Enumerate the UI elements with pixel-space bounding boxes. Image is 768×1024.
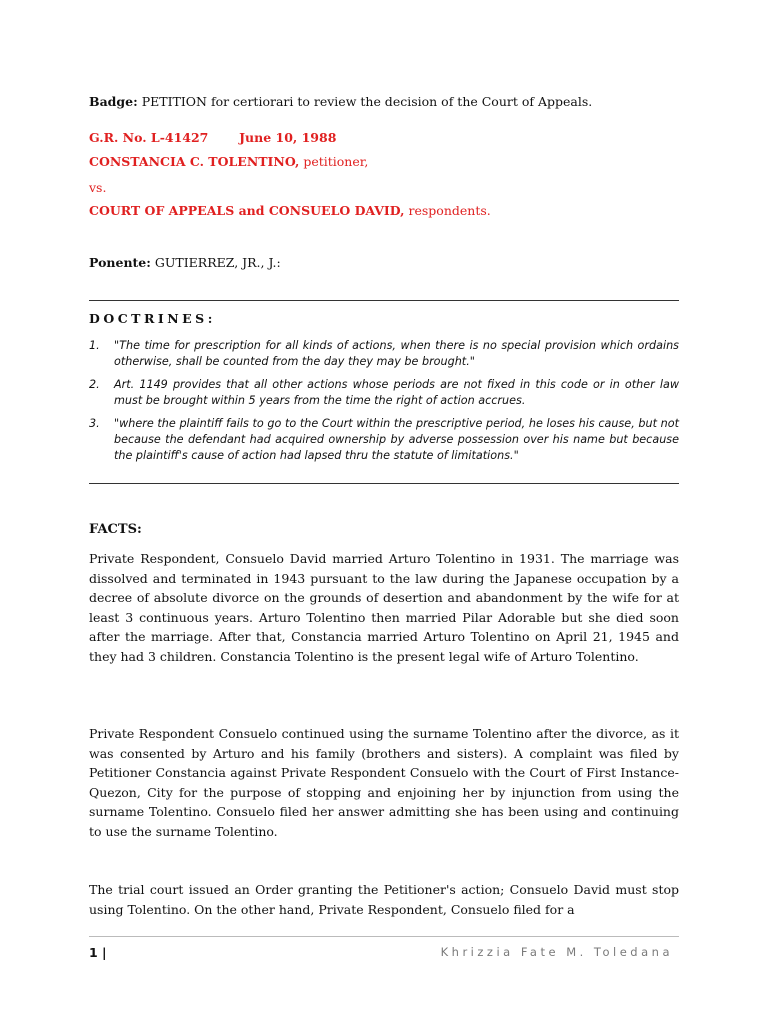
ponente-label: Ponente: xyxy=(89,255,151,270)
respondent-names: COURT OF APPEALS and CONSUELO DAVID, xyxy=(89,203,405,218)
doctrines-list xyxy=(89,338,679,471)
petitioner-role: petitioner, xyxy=(303,154,369,169)
respondent-role: respondents. xyxy=(408,203,491,218)
doctrines-bottom-rule xyxy=(89,483,679,484)
footer-author: Khrizzia Fate M. Toledana xyxy=(440,945,673,959)
facts-paragraph-2: Private Respondent Consuelo continued using the surname Tolentino after the divorce, as it was consented by Arturo and his family (brothers and sisters). A complaint was filed by Petitioner Constancia against Private Respondent Consuelo with the Court of First Instance-Quezon, City for the purpose of stopping and enjoining her by injunction from using the surname Tolentino. Consuelo filed her answer admitting she has been using and continuing to use the surname Tolentino. xyxy=(89,726,679,839)
ponente-line xyxy=(89,255,281,270)
doctrine-text: "The time for prescription for all kinds of actions, when there is no special provision which ordains otherwise, shall be counted from the day they may be brought." xyxy=(114,339,679,368)
petitioner-name: CONSTANCIA C. TOLENTINO, xyxy=(89,154,300,169)
case-date: June 10, 1988 xyxy=(239,130,337,145)
respondent-line xyxy=(89,203,491,218)
facts-paragraph-1: Private Respondent, Consuelo David married Arturo Tolentino in 1931. The marriage was dissolved and terminated in 1943 pursuant to the law during the Japanese occupation by a decree of absolute divorce on the grounds of desertion and abandonment by the wife for at least 3 continuous years. Arturo Tolentino then married Pilar Adorable but she died soon after the marriage. After that, Constancia married Arturo Tolentino on April 21, 1945 and they had 3 children. Constancia Tolentino is the present legal wife of Arturo Tolentino. xyxy=(89,551,679,664)
doctrine-number: 1. xyxy=(89,339,100,352)
doctrine-number: 2. xyxy=(89,378,100,391)
doctrine-number: 3. xyxy=(89,417,100,430)
doctrines-top-rule xyxy=(89,300,679,301)
facts-heading: FACTS: xyxy=(89,522,142,537)
footer-rule xyxy=(89,936,679,937)
doctrine-text: Art. 1149 provides that all other actions whose periods are not fixed in this code or in other law must be brought within 5 years from the time the right of action accrues. xyxy=(114,378,679,407)
petitioner-line xyxy=(89,154,368,169)
ponente-name: GUTIERREZ, JR., J.: xyxy=(154,255,281,270)
versus-line: vs. xyxy=(89,180,107,195)
facts-paragraph-3: The trial court issued an Order granting the Petitioner's action; Consuelo David must stop using Tolentino. On the other hand, Private Respondent, Consuelo filed for a xyxy=(89,882,679,917)
badge-label: Badge: xyxy=(89,94,138,109)
badge-line xyxy=(89,94,592,109)
page-number: 1 | xyxy=(89,945,107,960)
doctrine-item xyxy=(89,377,679,409)
doctrine-item xyxy=(89,416,679,464)
gr-number: G.R. No. L-41427 xyxy=(89,130,209,145)
doctrines-heading: DOCTRINES: xyxy=(89,311,216,326)
case-number-line xyxy=(89,130,336,145)
doctrine-item xyxy=(89,338,679,370)
badge-text: PETITION for certiorari to review the decision of the Court of Appeals. xyxy=(141,94,593,109)
doctrine-text: "where the plaintiff fails to go to the Court within the prescriptive period, he loses his cause, but not because the defendant had acquired ownership by adverse possession over his name but because the plaintiff's cause of action had lapsed thru the statute of limitations." xyxy=(114,417,679,462)
